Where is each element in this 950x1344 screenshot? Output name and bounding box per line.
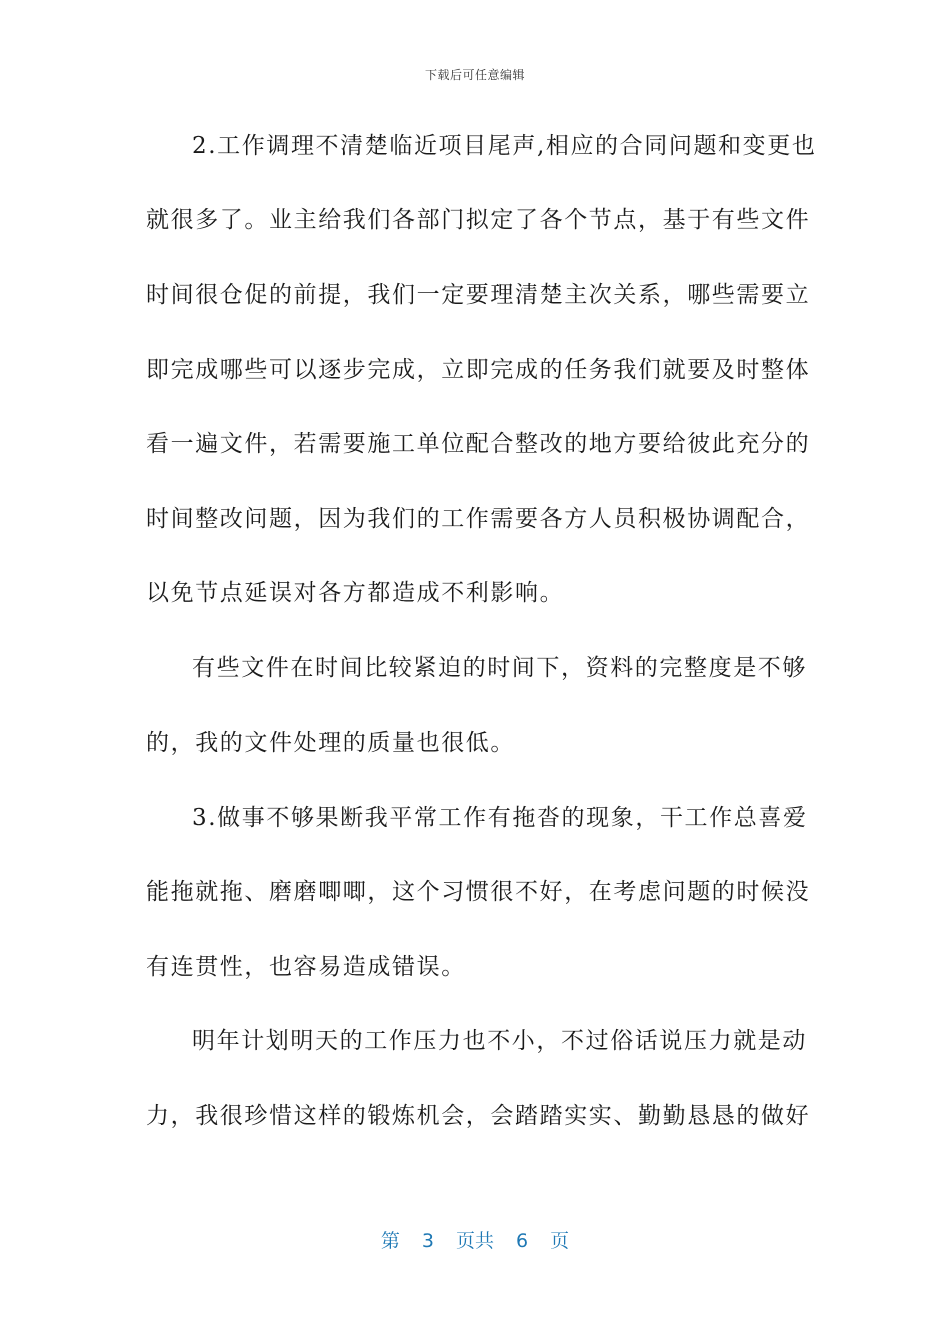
paragraph-line: 明年计划明天的工作压力也不小，不过俗话说压力就是动 (192, 1028, 807, 1054)
footer-middle: 页共 (455, 1230, 494, 1252)
paragraph-line: 能拖就拖、磨磨唧唧，这个习惯很不好，在考虑问题的时候没 (146, 879, 811, 905)
page-footer (0, 1226, 950, 1253)
paragraph-line: 时间很仓促的前提，我们一定要理清楚主次关系，哪些需要立 (146, 282, 811, 308)
paragraph-line: 以免节点延误对各方都造成不利影响。 (146, 580, 565, 606)
footer-suffix: 页 (550, 1230, 570, 1252)
paragraph-line: 有些文件在时间比较紧迫的时间下，资料的完整度是不够 (192, 655, 807, 681)
footer-current-page: 3 (421, 1230, 434, 1252)
paragraph-line: 力，我很珍惜这样的锻炼机会，会踏踏实实、勤勤恳恳的做好 (146, 1103, 811, 1129)
paragraph-line: 就很多了。业主给我们各部门拟定了各个节点，基于有些文件 (146, 207, 811, 233)
paragraph-line: 有连贯性，也容易造成错误。 (146, 954, 466, 980)
paragraph-line: 即完成哪些可以逐步完成，立即完成的任务我们就要及时整体 (146, 357, 811, 383)
footer-total-pages: 6 (516, 1230, 529, 1252)
paragraph-line: 的，我的文件处理的质量也很低。 (146, 730, 515, 756)
paragraph-line: 3.做事不够果断我平常工作有拖沓的现象，干工作总喜爱 (192, 805, 808, 831)
footer-prefix: 第 (380, 1230, 400, 1252)
header-note: 下载后可任意编辑 (424, 68, 525, 82)
paragraph-line: 2.工作调理不清楚临近项目尾声,相应的合同问题和变更也 (192, 133, 817, 159)
paragraph-line: 看一遍文件，若需要施工单位配合整改的地方要给彼此充分的 (146, 431, 811, 457)
paragraph-line: 时间整改问题，因为我们的工作需要各方人员积极协调配合， (146, 506, 811, 532)
